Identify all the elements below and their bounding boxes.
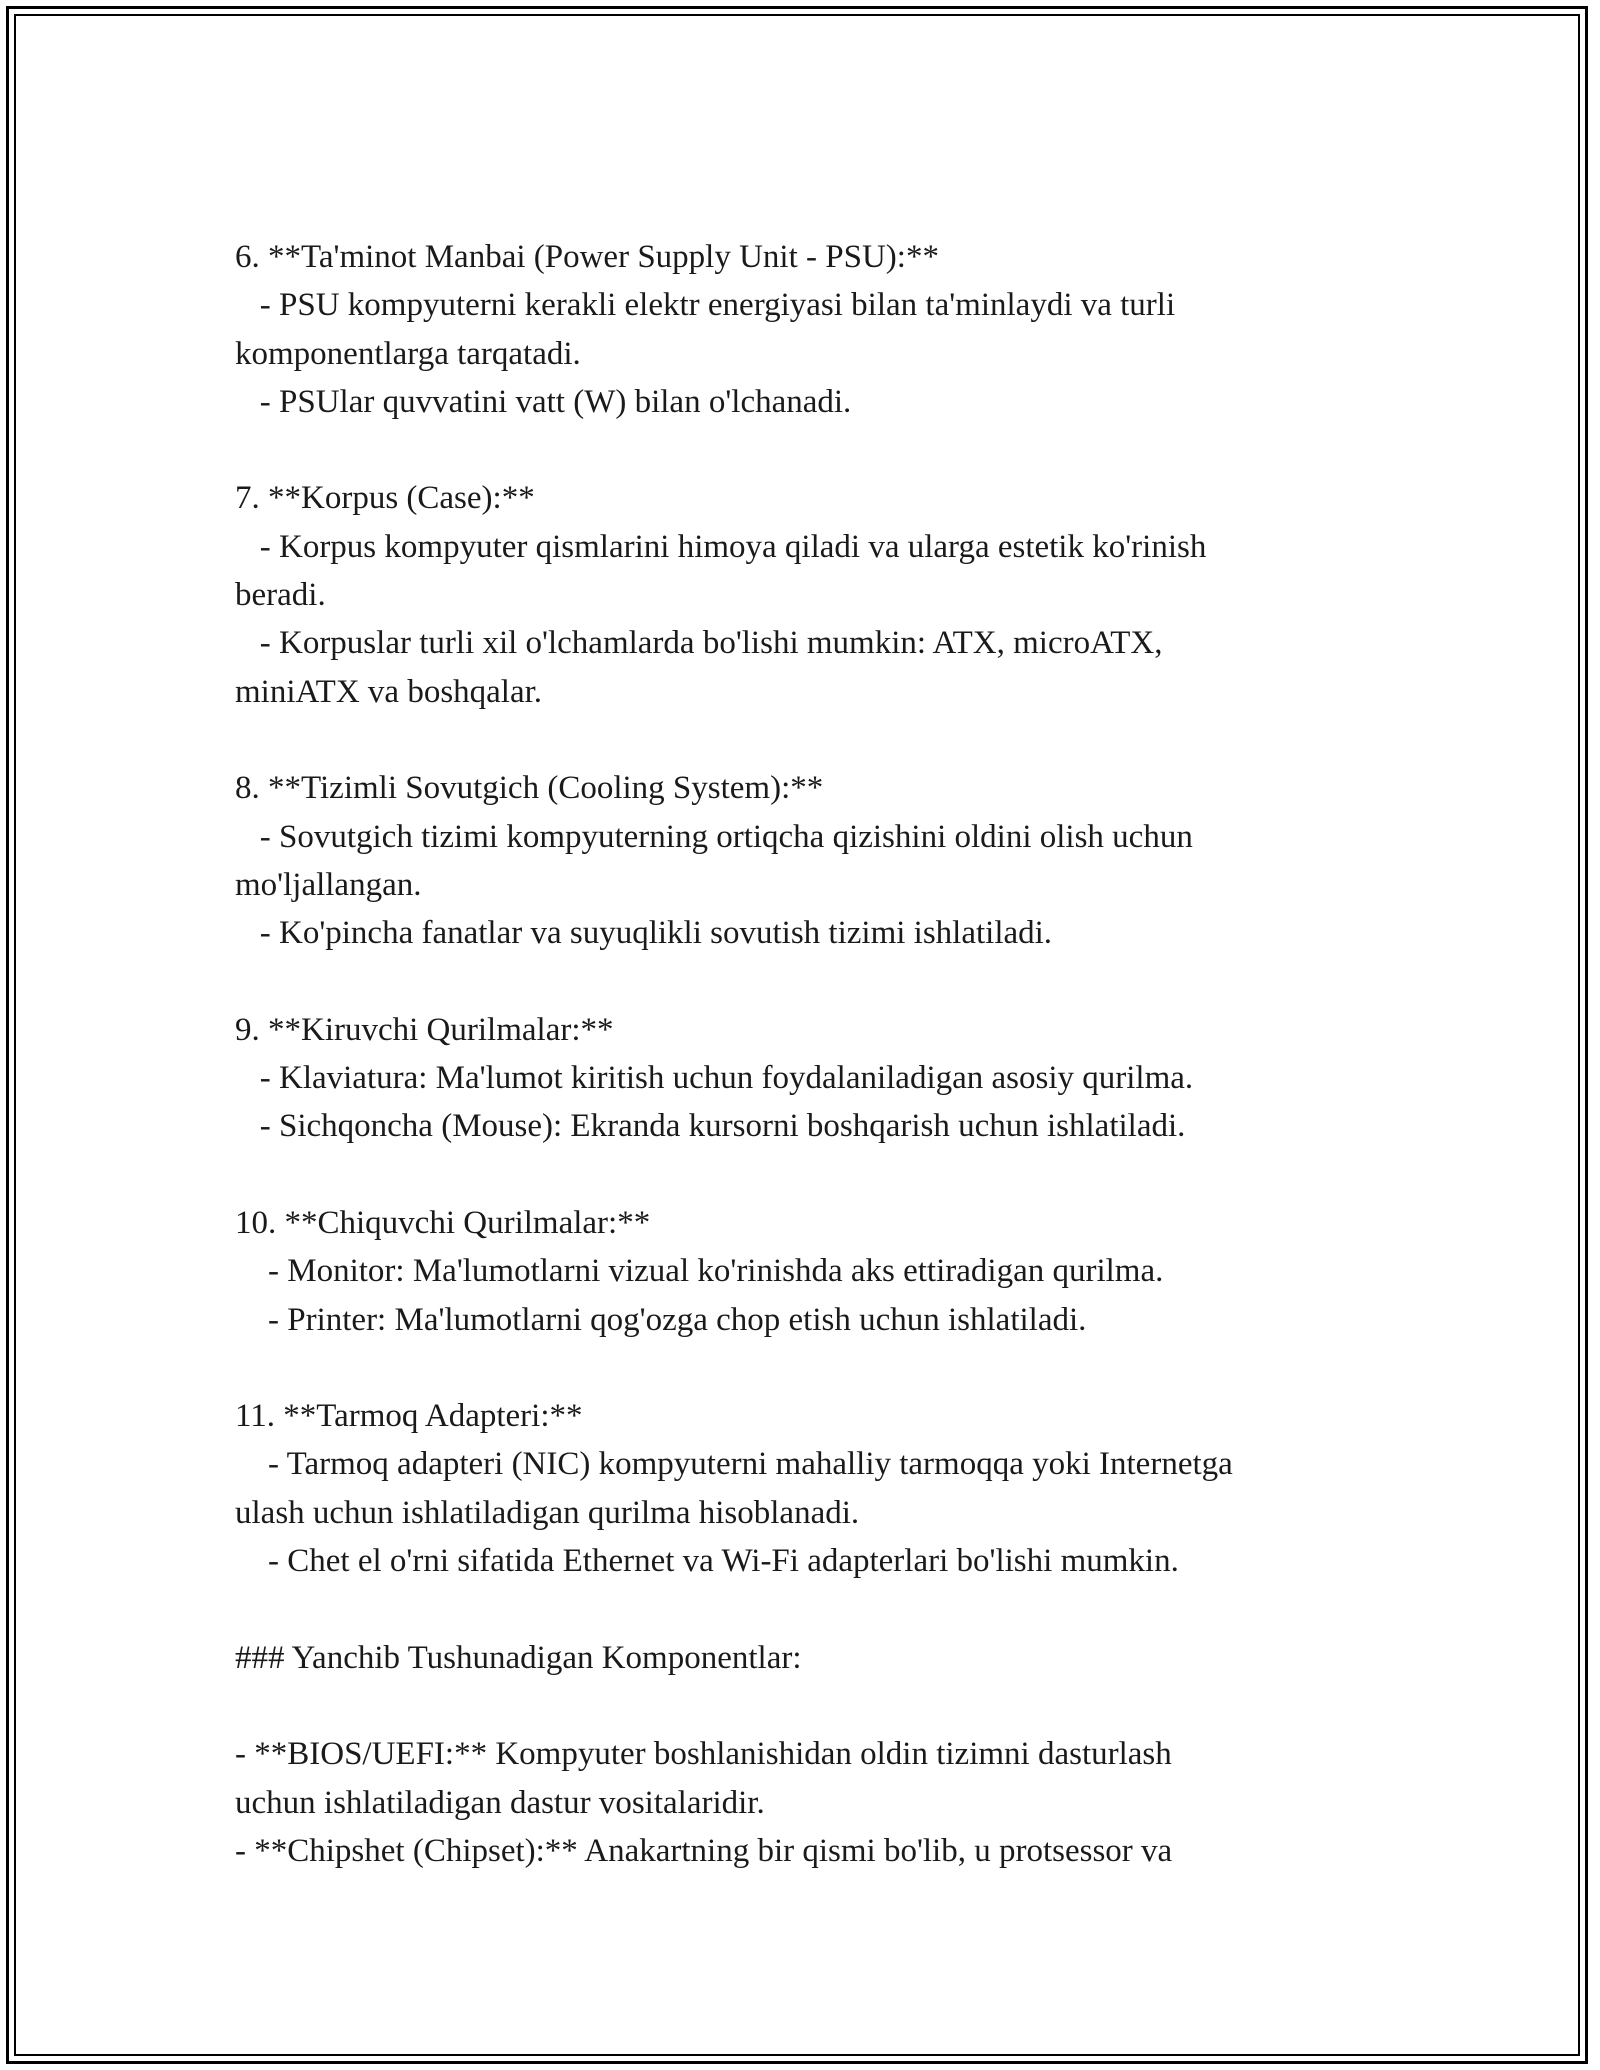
spacer bbox=[235, 1344, 1385, 1392]
output-devices-line-2: - Printer: Ma'lumotlarni qog'ozga chop etish uchun ishlatiladi. bbox=[235, 1301, 1087, 1338]
chipset-line-1: - **Chipshet (Chipset):** Anakartning bir qismi bo'lib, u protsessor va bbox=[235, 1832, 1173, 1869]
network-adapter-line-3: - Chet el o'rni sifatida Ethernet va Wi-Fi adapterlari bo'lishi mumkin. bbox=[235, 1543, 1179, 1580]
spacer bbox=[235, 1682, 1385, 1730]
section-input-devices bbox=[235, 1006, 1385, 1151]
psu-line-2: komponentlarga tarqatadi. bbox=[235, 335, 581, 372]
case-line-4: miniATX va boshqalar. bbox=[235, 673, 543, 710]
output-devices-heading: 10. **Chiquvchi Qurilmalar:** bbox=[235, 1204, 651, 1241]
network-adapter-heading: 11. **Tarmoq Adapteri:** bbox=[235, 1398, 583, 1435]
case-line-3: - Korpuslar turli xil o'lchamlarda bo'lishi mumkin: ATX, microATX, bbox=[235, 625, 1163, 662]
input-devices-heading: 9. **Kiruvchi Qurilmalar:** bbox=[235, 1011, 614, 1048]
psu-heading: 6. **Ta'minot Manbai (Power Supply Unit - PSU):** bbox=[235, 239, 939, 275]
spacer bbox=[235, 1151, 1385, 1199]
cooling-line-1: - Sovutgich tizimi kompyuterning ortiqcha qizishini oldini olish uchun bbox=[235, 818, 1193, 855]
spacer bbox=[235, 957, 1385, 1005]
section-output-devices bbox=[235, 1199, 1385, 1344]
components-subheading: ### Yanchib Tushunadigan Komponentlar: bbox=[235, 1639, 802, 1676]
section-psu bbox=[235, 233, 1385, 426]
section-cooling bbox=[235, 764, 1385, 957]
section-firmware-chipset bbox=[235, 1730, 1385, 1875]
section-case bbox=[235, 474, 1385, 715]
section-subheading bbox=[235, 1634, 1385, 1682]
document-body bbox=[235, 233, 1385, 1875]
input-devices-line-1: - Klaviatura: Ma'lumot kiritish uchun foydalaniladigan asosiy qurilma. bbox=[235, 1060, 1194, 1097]
psu-line-1: - PSU kompyuterni kerakli elektr energiyasi bilan ta'minlaydi va turli bbox=[235, 287, 1176, 324]
network-adapter-line-2: ulash uchun ishlatiladigan qurilma hisoblanadi. bbox=[235, 1494, 860, 1531]
input-devices-line-2: - Sichqoncha (Mouse): Ekranda kursorni boshqarish uchun ishlatiladi. bbox=[235, 1108, 1186, 1145]
bios-line-1: - **BIOS/UEFI:** Kompyuter boshlanishidan oldin tizimni dasturlash bbox=[235, 1736, 1172, 1773]
psu-line-3: - PSUlar quvvatini vatt (W) bilan o'lchanadi. bbox=[235, 383, 852, 420]
cooling-line-3: - Ko'pincha fanatlar va suyuqlikli sovutish tizimi ishlatiladi. bbox=[235, 915, 1053, 952]
output-devices-line-1: - Monitor: Ma'lumotlarni vizual ko'rinishda aks ettiradigan qurilma. bbox=[235, 1253, 1164, 1290]
case-heading: 7. **Korpus (Case):** bbox=[235, 480, 535, 517]
network-adapter-line-1: - Tarmoq adapteri (NIC) kompyuterni mahalliy tarmoqqa yoki Internetga bbox=[235, 1446, 1233, 1483]
section-network-adapter bbox=[235, 1392, 1385, 1585]
cooling-line-2: mo'ljallangan. bbox=[235, 866, 422, 903]
spacer bbox=[235, 426, 1385, 474]
case-line-2: beradi. bbox=[235, 577, 326, 614]
spacer bbox=[235, 716, 1385, 764]
cooling-heading: 8. **Tizimli Sovutgich (Cooling System):** bbox=[235, 770, 824, 807]
spacer bbox=[235, 1585, 1385, 1633]
bios-line-2: uchun ishlatiladigan dastur vositalaridir. bbox=[235, 1784, 765, 1821]
case-line-1: - Korpus kompyuter qismlarini himoya qiladi va ularga estetik ko'rinish bbox=[235, 528, 1207, 565]
